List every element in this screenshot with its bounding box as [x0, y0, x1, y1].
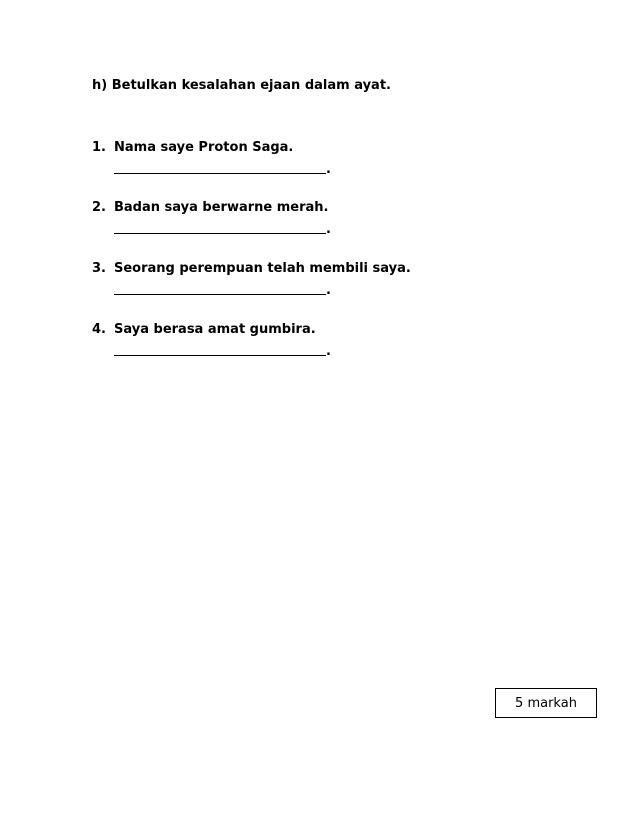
question-3 [92, 261, 411, 276]
question-sentence: Nama saye Proton Saga. [114, 140, 294, 155]
question-sentence: Badan saya berwarne merah. [114, 200, 329, 215]
question-2 [92, 200, 329, 215]
question-number: 3. [92, 261, 106, 276]
question-sentence: Saya berasa amat gumbira. [114, 322, 316, 337]
answer-end-dot: . [326, 222, 331, 237]
worksheet-title: h) Betulkan kesalahan ejaan dalam ayat. [92, 78, 391, 93]
answer-line-1[interactable] [114, 173, 326, 174]
answer-line-4[interactable] [114, 355, 326, 356]
question-sentence: Seorang perempuan telah membili saya. [114, 261, 411, 276]
answer-end-dot: . [326, 162, 331, 177]
question-4 [92, 322, 316, 337]
marks-box [495, 688, 597, 718]
answer-end-dot: . [326, 344, 331, 359]
marks-label: 5 markah [515, 695, 577, 711]
answer-line-2[interactable] [114, 233, 326, 234]
question-number: 2. [92, 200, 106, 215]
question-number: 1. [92, 140, 106, 155]
question-1 [92, 140, 293, 155]
answer-line-3[interactable] [114, 294, 326, 295]
question-number: 4. [92, 322, 106, 337]
answer-end-dot: . [326, 283, 331, 298]
